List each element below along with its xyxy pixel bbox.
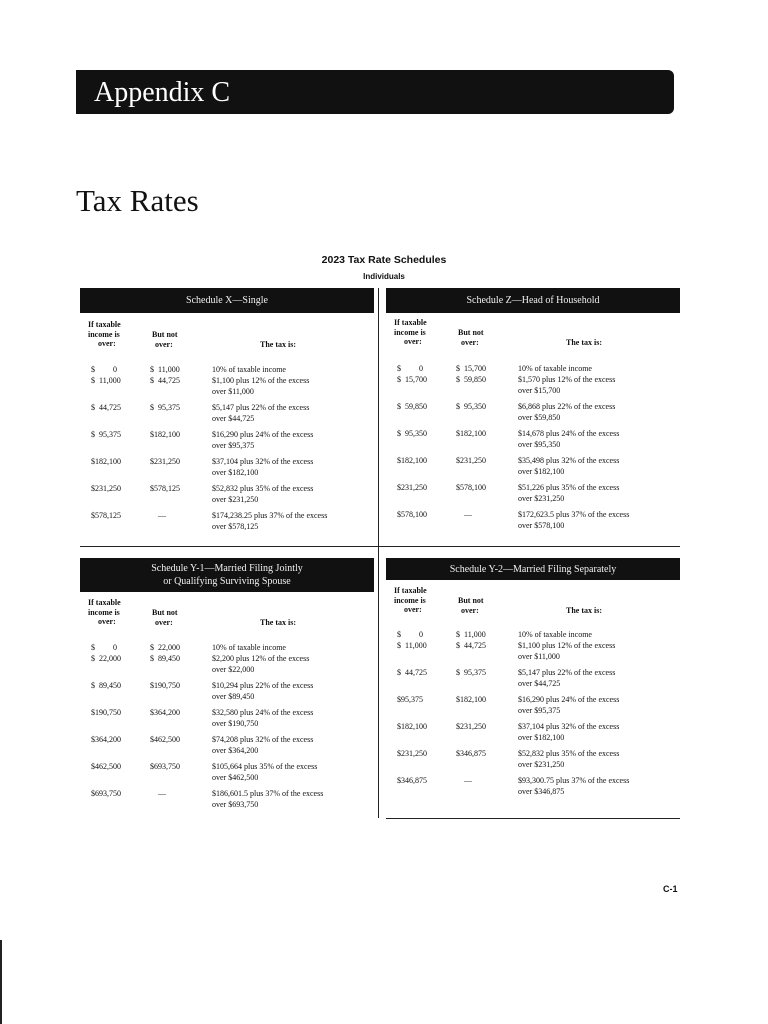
column-header-tax-is: The tax is:: [566, 606, 602, 615]
tax-formula-line: over $346,875: [518, 787, 565, 796]
tax-formula-cell: [212, 788, 377, 810]
schedule-title-line: Schedule X—Single: [186, 295, 268, 306]
tax-formula-line: over $11,000: [518, 652, 560, 661]
income-over-cell: $ 11,000: [397, 641, 427, 650]
column-header-line: But not: [458, 328, 484, 337]
tax-formula-line: $32,580 plus 24% of the excess: [212, 708, 314, 717]
schedule-x-single: [80, 288, 374, 552]
schedule-header-bar: [80, 558, 374, 592]
income-over-cell: $ 44,725: [397, 668, 427, 677]
income-not-over-cell: $190,750: [150, 681, 180, 690]
schedules-subtitle: Individuals: [363, 272, 405, 281]
schedules-title: 2023 Tax Rate Schedules: [321, 254, 447, 266]
tax-formula-line: $52,832 plus 35% of the excess: [212, 484, 314, 493]
income-not-over-cell: $ 44,725: [456, 641, 486, 650]
income-not-over-cell: $182,100: [456, 695, 486, 704]
tax-formula-cell: [518, 748, 683, 770]
income-not-over-cell: —: [456, 776, 472, 785]
tax-formula-cell: [212, 402, 377, 424]
income-over-cell: $346,875: [397, 776, 427, 785]
center-divider: [378, 288, 379, 818]
tax-formula-line: $51,226 plus 35% of the excess: [518, 483, 620, 492]
tax-formula-line: $2,200 plus 12% of the excess: [212, 654, 310, 663]
income-not-over-cell: $231,250: [150, 457, 180, 466]
tax-formula-cell: [518, 775, 683, 797]
column-header-income-over: [394, 586, 427, 615]
tax-formula-line: $174,238.25 plus 37% of the excess: [212, 511, 328, 520]
income-not-over-cell: —: [150, 511, 166, 520]
tax-formula-line: $1,570 plus 12% of the excess: [518, 375, 616, 384]
column-header-line: But not: [152, 330, 178, 339]
tax-formula-cell: [212, 364, 377, 375]
tax-formula-line: over $22,000: [212, 665, 255, 674]
tax-formula-line: over $95,350: [518, 440, 561, 449]
column-header-but-not-over: [458, 328, 484, 347]
tax-formula-line: over $231,250: [518, 494, 565, 503]
income-over-cell: $231,250: [91, 484, 121, 493]
column-header-line: But not: [458, 596, 484, 605]
income-not-over-cell: $346,875: [456, 749, 486, 758]
schedule-header-bar: [80, 288, 374, 313]
column-header-line: over:: [155, 617, 173, 627]
column-header-line: income is: [394, 595, 426, 605]
column-header-income-over: [88, 598, 121, 627]
tax-formula-line: over $578,100: [518, 521, 565, 530]
column-header-but-not-over: [152, 608, 178, 627]
tax-formula-line: $74,208 plus 32% of the excess: [212, 735, 314, 744]
column-header-line: over:: [461, 337, 479, 347]
column-header-but-not-over: [152, 330, 178, 349]
tax-formula-cell: [518, 401, 683, 423]
income-not-over-cell: $ 44,725: [150, 376, 180, 385]
tax-formula-cell: [212, 761, 377, 783]
tax-formula-line: over $190,750: [212, 719, 259, 728]
tax-formula-cell: [518, 509, 683, 531]
tax-formula-line: over $462,500: [212, 773, 259, 782]
tax-formula-cell: [518, 721, 683, 743]
tax-formula-line: over $182,100: [518, 733, 565, 742]
income-not-over-cell: $ 95,350: [456, 402, 486, 411]
tax-formula-line: $105,664 plus 35% of the excess: [212, 762, 318, 771]
column-header-line: income is: [88, 607, 120, 617]
column-header-line: But not: [152, 608, 178, 617]
income-over-cell: $578,125: [91, 511, 121, 520]
tax-formula-line: over $95,375: [518, 706, 561, 715]
income-not-over-cell: $ 95,375: [150, 403, 180, 412]
tax-formula-cell: [212, 642, 377, 653]
column-header-tax-is: The tax is:: [260, 618, 296, 627]
tax-formula-cell: [518, 374, 683, 396]
column-header-line: If taxable: [394, 586, 427, 595]
income-over-cell: $364,200: [91, 735, 121, 744]
schedule-title-line: Schedule Z—Head of Household: [466, 295, 600, 306]
tax-formula-line: over $95,375: [212, 441, 255, 450]
income-over-cell: $ 15,700: [397, 375, 427, 384]
tax-formula-cell: [212, 483, 377, 505]
tax-formula-line: $186,601.5 plus 37% of the excess: [212, 789, 324, 798]
tax-formula-line: $35,498 plus 32% of the excess: [518, 456, 620, 465]
tax-formula-line: $37,104 plus 32% of the excess: [518, 722, 620, 731]
tax-formula-cell: [518, 640, 683, 662]
tax-formula-line: over $11,000: [212, 387, 254, 396]
schedule-title-line: Schedule Y-1—Married Filing Jointly: [151, 563, 303, 574]
tax-formula-line: $16,290 plus 24% of the excess: [518, 695, 620, 704]
column-header-line: over:: [98, 339, 116, 348]
tax-formula-line: $5,147 plus 22% of the excess: [518, 668, 616, 677]
income-not-over-cell: $ 11,000: [150, 365, 180, 374]
income-not-over-cell: $231,250: [456, 456, 486, 465]
income-not-over-cell: $ 11,000: [456, 630, 486, 639]
schedule-y2-married-filing-separately: [386, 558, 680, 822]
tax-formula-cell: [212, 680, 377, 702]
tax-formula-line: over $44,725: [518, 679, 561, 688]
income-over-cell: $693,750: [91, 789, 121, 798]
income-not-over-cell: $231,250: [456, 722, 486, 731]
tax-formula-line: over $182,100: [212, 468, 259, 477]
income-over-cell: $95,375: [397, 695, 423, 704]
income-not-over-cell: $578,125: [150, 484, 180, 493]
tax-formula-line: over $364,200: [212, 746, 259, 755]
tax-formula-line: over $59,850: [518, 413, 561, 422]
tax-formula-line: $14,678 plus 24% of the excess: [518, 429, 620, 438]
income-over-cell: $462,500: [91, 762, 121, 771]
column-header-line: If taxable: [394, 318, 427, 327]
income-over-cell: $ 0: [91, 365, 117, 374]
income-over-cell: $182,100: [397, 722, 427, 731]
tax-formula-cell: [212, 707, 377, 729]
schedule-header-bar: [386, 288, 680, 313]
lower-table-rule: [386, 818, 680, 819]
tax-formula-line: $16,290 plus 24% of the excess: [212, 430, 314, 439]
tax-formula-cell: [212, 734, 377, 756]
income-over-cell: $ 22,000: [91, 654, 121, 663]
column-header-income-over: [394, 318, 427, 347]
tax-formula-line: $52,832 plus 35% of the excess: [518, 749, 620, 758]
income-over-cell: $182,100: [91, 457, 121, 466]
tax-formula-cell: [518, 363, 683, 374]
income-not-over-cell: $462,500: [150, 735, 180, 744]
income-over-cell: $ 44,725: [91, 403, 121, 412]
tax-formula-cell: [212, 429, 377, 451]
income-not-over-cell: $ 15,700: [456, 364, 486, 373]
schedule-title-line: Schedule Y-2—Married Filing Separately: [449, 563, 617, 575]
column-header-line: If taxable: [88, 598, 121, 607]
column-header-line: income is: [88, 329, 120, 339]
tax-formula-line: 10% of taxable income: [518, 364, 592, 373]
schedule-title-line: or Qualifying Surviving Spouse: [163, 576, 291, 587]
column-header-line: income is: [394, 327, 426, 337]
schedule-header-bar: [386, 558, 680, 580]
tax-formula-cell: [212, 653, 377, 675]
tax-formula-cell: [212, 510, 377, 532]
income-over-cell: $578,100: [397, 510, 427, 519]
tax-formula-cell: [518, 694, 683, 716]
income-over-cell: $ 0: [397, 364, 423, 373]
scan-edge-mark: [0, 940, 2, 1024]
column-header-line: over:: [155, 339, 173, 349]
income-not-over-cell: —: [150, 789, 166, 798]
page-title: Tax Rates: [76, 183, 199, 218]
tax-formula-cell: [518, 455, 683, 477]
income-not-over-cell: $ 95,375: [456, 668, 486, 677]
income-not-over-cell: $693,750: [150, 762, 180, 771]
tax-formula-cell: [212, 375, 377, 397]
upper-table-rule: [80, 546, 680, 547]
tax-formula-line: over $15,700: [518, 386, 561, 395]
income-over-cell: $ 0: [397, 630, 423, 639]
column-header-line: over:: [404, 337, 422, 346]
income-over-cell: $ 95,350: [397, 429, 427, 438]
tax-formula-line: $1,100 plus 12% of the excess: [212, 376, 310, 385]
tax-formula-line: $37,104 plus 32% of the excess: [212, 457, 314, 466]
tax-formula-line: $6,868 plus 22% of the excess: [518, 402, 616, 411]
page-number: C-1: [663, 884, 678, 894]
schedule-z-head-of-household: [386, 288, 680, 552]
tax-formula-cell: [518, 629, 683, 640]
tax-formula-line: $5,147 plus 22% of the excess: [212, 403, 310, 412]
income-over-cell: $ 59,850: [397, 402, 427, 411]
income-not-over-cell: $182,100: [456, 429, 486, 438]
tax-formula-line: over $231,250: [518, 760, 565, 769]
column-header-income-over: [88, 320, 121, 349]
income-over-cell: $ 89,450: [91, 681, 121, 690]
income-not-over-cell: $ 22,000: [150, 643, 180, 652]
tax-formula-line: $172,623.5 plus 37% of the excess: [518, 510, 630, 519]
income-over-cell: $ 0: [91, 643, 117, 652]
income-over-cell: $190,750: [91, 708, 121, 717]
tax-formula-line: over $182,100: [518, 467, 565, 476]
income-not-over-cell: $364,200: [150, 708, 180, 717]
schedule-y1-married-filing-jointly: [80, 558, 374, 822]
column-header-line: over:: [461, 605, 479, 615]
tax-formula-cell: [518, 482, 683, 504]
appendix-label: Appendix C: [94, 77, 231, 108]
column-header-tax-is: The tax is:: [566, 338, 602, 347]
income-over-cell: $ 11,000: [91, 376, 121, 385]
tax-formula-line: 10% of taxable income: [518, 630, 592, 639]
tax-formula-cell: [212, 456, 377, 478]
tax-formula-cell: [518, 667, 683, 689]
tax-formula-line: 10% of taxable income: [212, 365, 286, 374]
tax-formula-line: over $44,725: [212, 414, 255, 423]
income-over-cell: $231,250: [397, 483, 427, 492]
column-header-line: over:: [98, 617, 116, 626]
income-not-over-cell: $ 89,450: [150, 654, 180, 663]
income-over-cell: $ 95,375: [91, 430, 121, 439]
tax-formula-line: over $578,125: [212, 522, 259, 531]
income-not-over-cell: —: [456, 510, 472, 519]
income-over-cell: $231,250: [397, 749, 427, 758]
column-header-line: over:: [404, 605, 422, 614]
appendix-banner: [76, 70, 674, 114]
income-over-cell: $182,100: [397, 456, 427, 465]
tax-formula-line: over $231,250: [212, 495, 259, 504]
income-not-over-cell: $ 59,850: [456, 375, 486, 384]
tax-formula-line: over $693,750: [212, 800, 259, 809]
tax-formula-line: $93,300.75 plus 37% of the excess: [518, 776, 630, 785]
tax-formula-line: $1,100 plus 12% of the excess: [518, 641, 616, 650]
tax-formula-line: over $89,450: [212, 692, 255, 701]
column-header-but-not-over: [458, 596, 484, 615]
tax-formula-line: 10% of taxable income: [212, 643, 286, 652]
income-not-over-cell: $182,100: [150, 430, 180, 439]
column-header-tax-is: The tax is:: [260, 340, 296, 349]
tax-formula-line: $10,294 plus 22% of the excess: [212, 681, 314, 690]
tax-formula-cell: [518, 428, 683, 450]
column-header-line: If taxable: [88, 320, 121, 329]
income-not-over-cell: $578,100: [456, 483, 486, 492]
